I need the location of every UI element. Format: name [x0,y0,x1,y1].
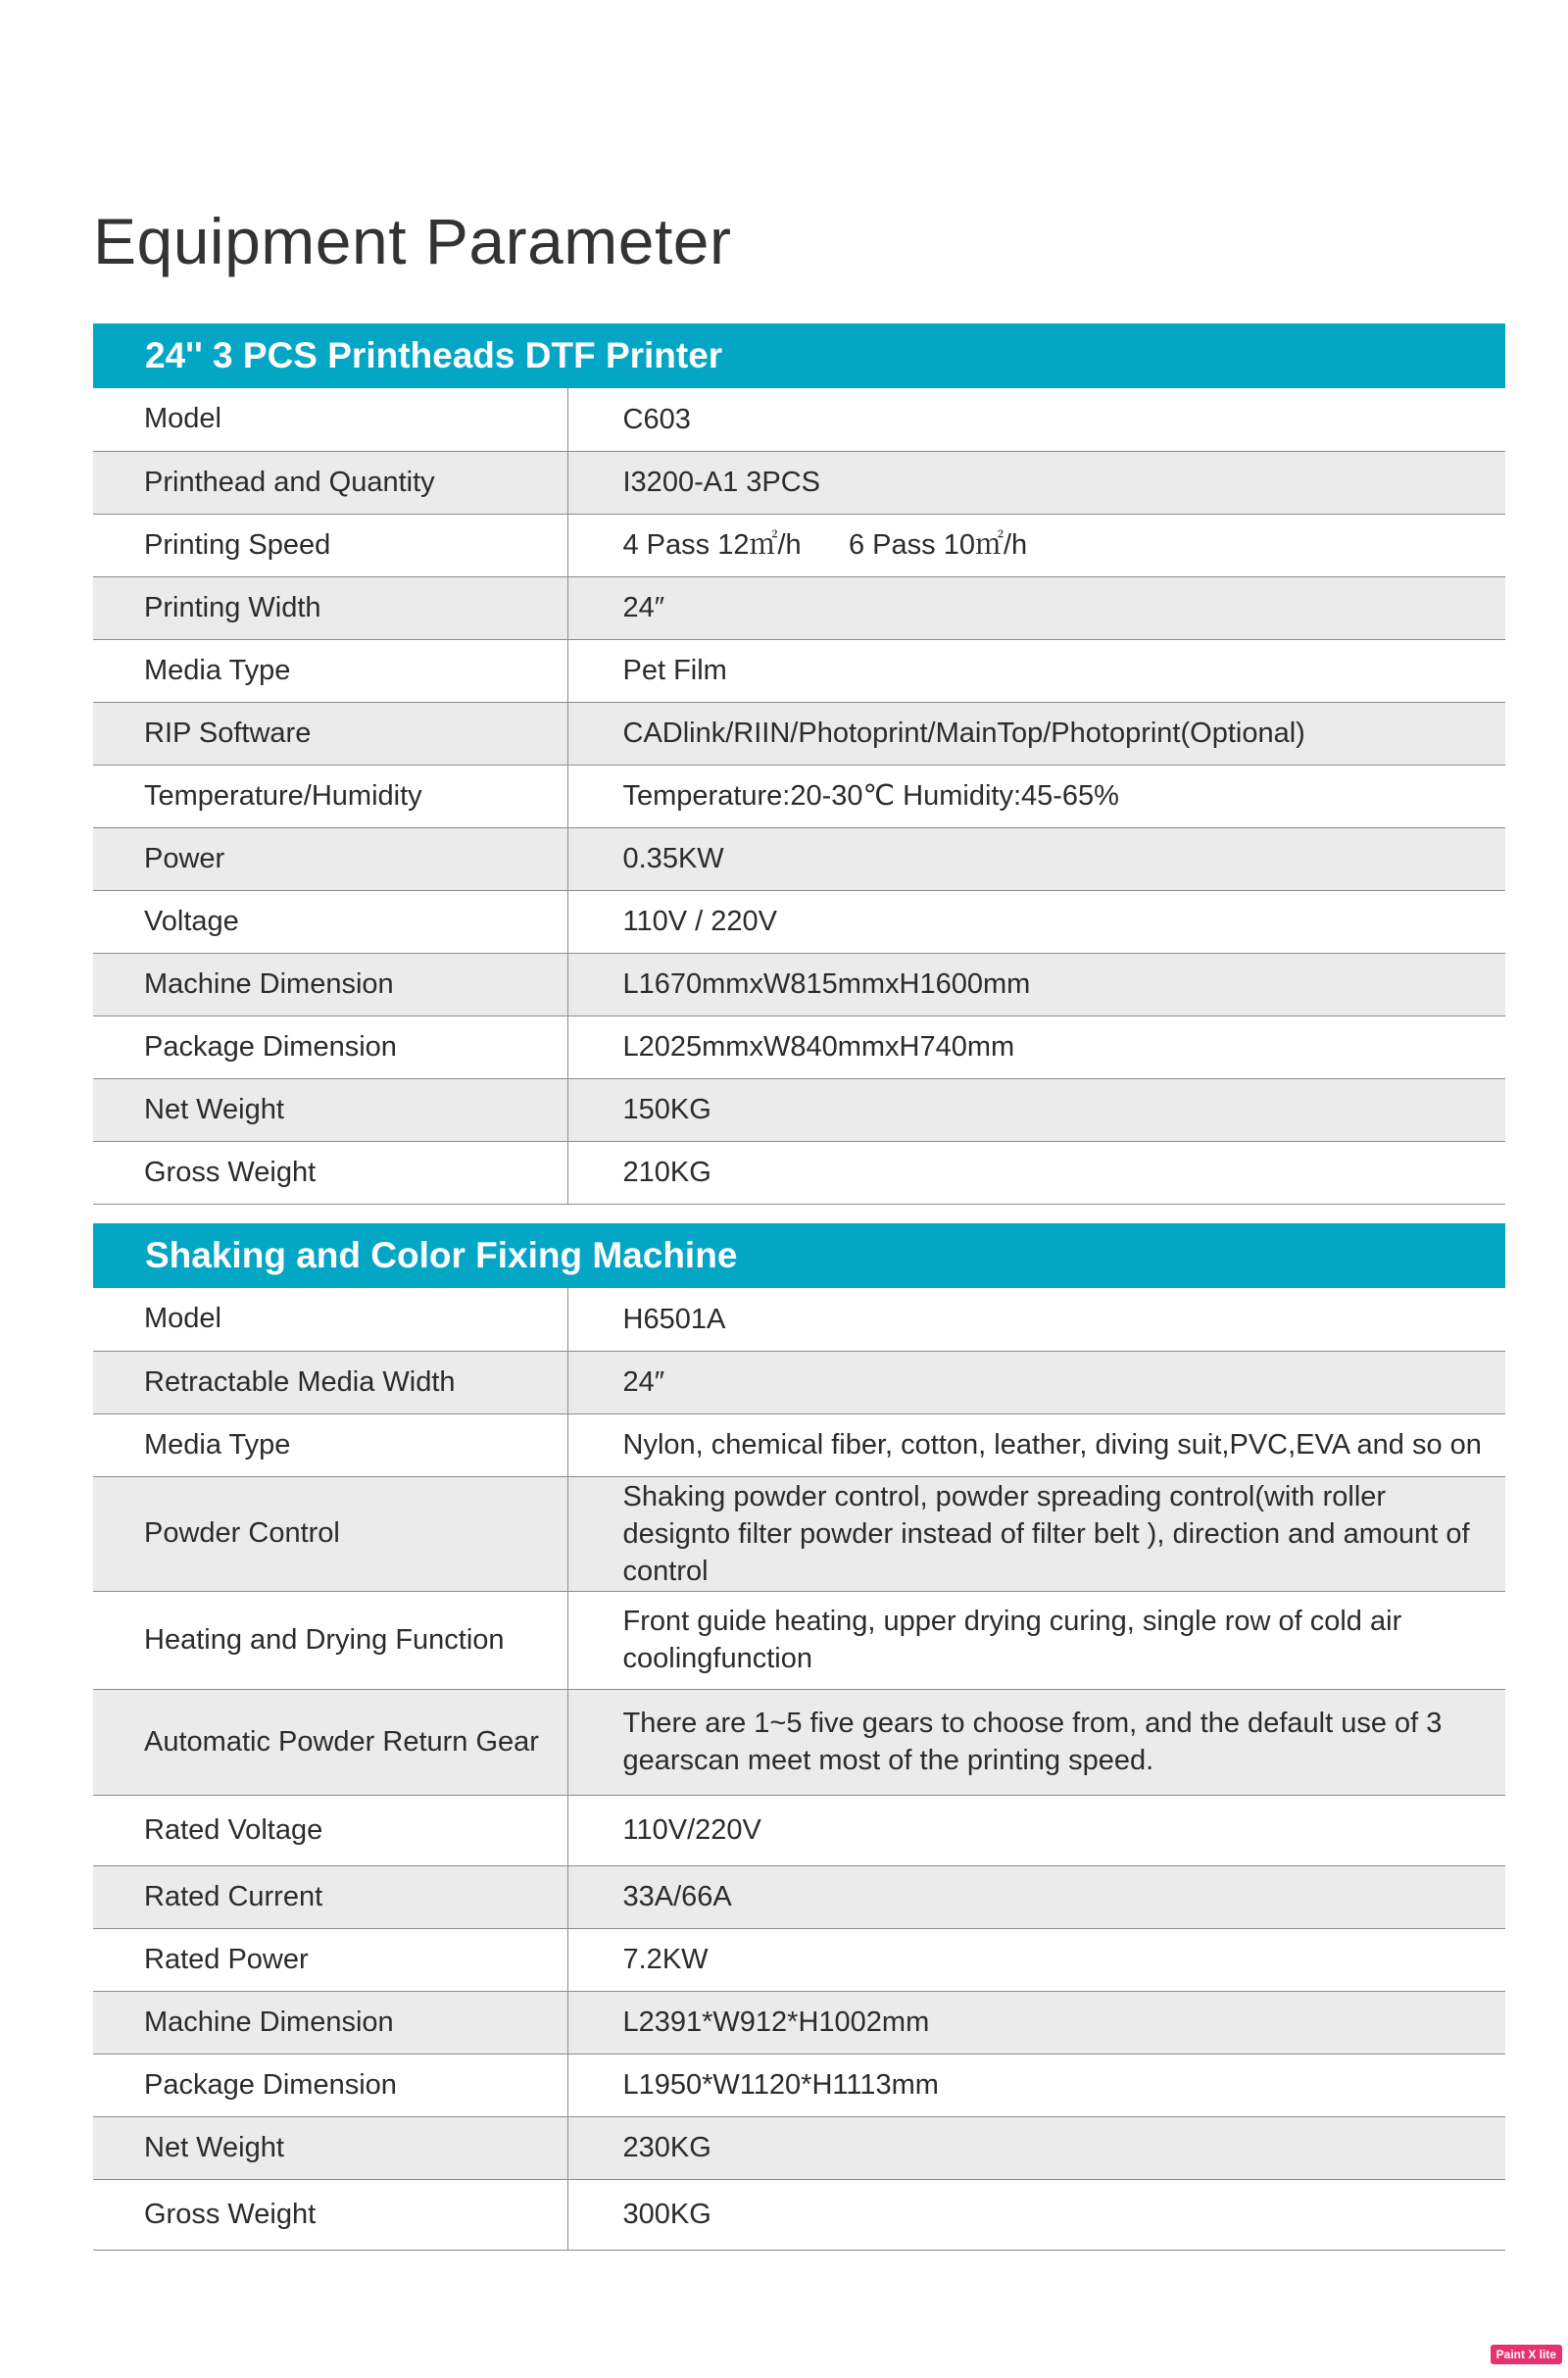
spec-value: H6501A [567,1288,1505,1351]
spec-value: Pet Film [567,639,1505,702]
table-row [93,451,1505,514]
table-row [93,1591,1505,1689]
table-row [93,1928,1505,1991]
table-row [93,1413,1505,1476]
spec-label: Rated Voltage [93,1795,567,1865]
spec-label: Machine Dimension [93,953,567,1016]
spec-value: 230KG [567,2116,1505,2179]
page-title: Equipment Parameter [93,205,732,277]
table-row [93,1141,1505,1204]
printer-spec-section [93,323,1505,1205]
spec-value: CADlink/RIIN/Photoprint/MainTop/Photoprint(Optional) [567,702,1505,765]
table-row [93,1288,1505,1351]
spec-label: Package Dimension [93,2054,567,2116]
spec-label: Printing Width [93,576,567,639]
spec-label: Package Dimension [93,1016,567,1078]
table-row [93,388,1505,451]
table-row [93,827,1505,890]
watermark-badge: Paint X lite [1491,2345,1562,2364]
spec-value: 0.35KW [567,827,1505,890]
spec-label: RIP Software [93,702,567,765]
spec-value: L2391*W912*H1002mm [567,1991,1505,2054]
spec-label: Media Type [93,639,567,702]
spec-value: I3200-A1 3PCS [567,451,1505,514]
table-row [93,1078,1505,1141]
spec-value: L1670mmxW815mmxH1600mm [567,953,1505,1016]
spec-value: L1950*W1120*H1113mm [567,2054,1505,2116]
spec-value: Front guide heating, upper drying curing, single row of cold air coolingfunction [567,1591,1505,1689]
spec-value: 7.2KW [567,1928,1505,1991]
spec-label: Automatic Powder Return Gear [93,1689,567,1795]
spec-value: 24″ [567,1351,1505,1413]
table-row [93,1016,1505,1078]
spec-label: Gross Weight [93,2179,567,2250]
spec-label: Net Weight [93,2116,567,2179]
spec-label: Model [93,388,567,451]
table-row [93,2116,1505,2179]
table-row [93,639,1505,702]
table-row [93,953,1505,1016]
spec-label: Media Type [93,1413,567,1476]
spec-label: Machine Dimension [93,1991,567,2054]
spec-value: 110V / 220V [567,890,1505,953]
spec-value: Temperature:20-30℃ Humidity:45-65% [567,765,1505,827]
table-row [93,1689,1505,1795]
spec-label: Power [93,827,567,890]
printer-spec-table [93,388,1505,1205]
spec-value: Shaking powder control, powder spreading control(with roller designto filter powder instead of filter belt ), direction and amount of control [567,1476,1505,1591]
shaker-spec-table [93,1288,1505,2251]
table-row [93,765,1505,827]
spec-label: Net Weight [93,1078,567,1141]
spec-value: There are 1~5 five gears to choose from, and the default use of 3 gearscan meet most of the printing speed. [567,1689,1505,1795]
spec-value: 150KG [567,1078,1505,1141]
spec-label: Heating and Drying Function [93,1591,567,1689]
spec-value: L2025mmxW840mmxH740mm [567,1016,1505,1078]
spec-label: Temperature/Humidity [93,765,567,827]
spec-label: Printhead and Quantity [93,451,567,514]
spec-label: Retractable Media Width [93,1351,567,1413]
spec-label: Powder Control [93,1476,567,1591]
spec-label: Voltage [93,890,567,953]
table-row [93,1865,1505,1928]
spec-label: Rated Current [93,1865,567,1928]
spec-value: 24″ [567,576,1505,639]
spec-label: Printing Speed [93,514,567,576]
table-row [93,1476,1505,1591]
spec-value: 4 Pass 12㎡/h 6 Pass 10㎡/h [567,514,1505,576]
table-row [93,576,1505,639]
printer-section-header: 24'' 3 PCS Printheads DTF Printer [93,323,1505,388]
spec-value: Nylon, chemical fiber, cotton, leather, diving suit,PVC,EVA and so on [567,1413,1505,1476]
table-row [93,1351,1505,1413]
spec-label: Rated Power [93,1928,567,1991]
table-row [93,2179,1505,2250]
table-row [93,514,1505,576]
spec-value: 300KG [567,2179,1505,2250]
spec-value: C603 [567,388,1505,451]
table-row [93,1991,1505,2054]
shaker-section-header: Shaking and Color Fixing Machine [93,1223,1505,1288]
shaker-spec-section [93,1223,1505,2251]
spec-value: 110V/220V [567,1795,1505,1865]
table-row [93,2054,1505,2116]
table-row [93,702,1505,765]
table-row [93,890,1505,953]
spec-label: Gross Weight [93,1141,567,1204]
table-row [93,1795,1505,1865]
spec-value: 210KG [567,1141,1505,1204]
spec-label: Model [93,1288,567,1351]
spec-value: 33A/66A [567,1865,1505,1928]
